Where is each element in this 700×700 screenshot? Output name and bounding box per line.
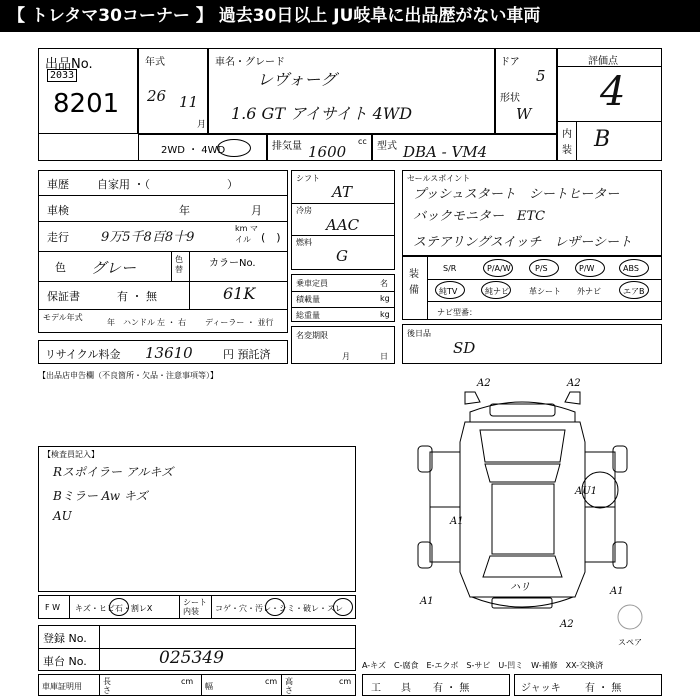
details-block [38, 170, 288, 333]
license-length-unit: cm [181, 677, 194, 686]
recycle-box [38, 340, 288, 364]
recycle-value: 13610 [145, 344, 193, 362]
shape-label: 形状 [500, 93, 520, 104]
drive-label: 2WD ・ 4WD [161, 145, 226, 156]
eq-airbag-circle [619, 281, 649, 299]
aircon-label: 冷房 [296, 206, 312, 215]
month-value: 11 [179, 93, 199, 111]
mileage-units: km マイル [235, 224, 258, 244]
model-value: DBA - VM4 [403, 143, 488, 161]
eq-tv-circle [435, 281, 465, 299]
eq-ext-navi: 外ナビ [577, 287, 601, 296]
jack-label: ジャッキ [521, 683, 561, 694]
score-value: 4 [600, 69, 626, 115]
displacement-unit: cc [358, 137, 367, 146]
drive-box [138, 134, 267, 161]
inspector-line-2: Bミラー Aw キズ [53, 489, 148, 503]
fw-items: キズ・ヒビ石・割レX [75, 604, 153, 613]
doors-value: 5 [536, 67, 546, 85]
recycle-suffix: 円 預託済 [223, 348, 271, 361]
passengers-unit: 名 [380, 279, 388, 288]
score-label: 評価点 [588, 56, 618, 67]
handle-value: 左 ・ 右 [157, 318, 187, 327]
year-value: 26 [147, 87, 167, 105]
tools-box [362, 674, 510, 696]
eq-paw-circle [483, 259, 513, 277]
jack-box [514, 674, 662, 696]
inspector-line-1: Rスポイラー アルキズ [53, 465, 174, 479]
lot-sub: 2033 [47, 69, 77, 82]
mark-a2-right: A2 [567, 378, 581, 389]
sales-line-3: ステアリングスイッチ レザーシート [413, 235, 633, 250]
eq-pw-circle [575, 259, 605, 277]
license-width-unit: cm [265, 677, 278, 686]
car-diagram [410, 372, 660, 632]
shift-block [291, 170, 395, 270]
displacement-box [267, 134, 372, 161]
warranty-label: 保証書 [47, 290, 80, 303]
mark-hari: ハリ [510, 582, 530, 593]
eq-leather: 革シート [529, 287, 561, 296]
history-label: 車歴 [47, 178, 69, 191]
legend-text: A-キズ C-腐食 E-エクボ S-サビ U-凹ミ W-補修 XX-交換済 [362, 661, 604, 670]
license-height: 高さ [285, 677, 293, 695]
eq-airbag: エアB [623, 287, 645, 296]
eq-tv: 純TV [439, 287, 458, 296]
inspector-label: 【検査員記入】 [43, 450, 99, 459]
recycle-label: リサイクル料金 [45, 348, 121, 361]
change-month: 月 [342, 352, 350, 361]
aircon-value: AAC [326, 216, 360, 234]
inspector-box [38, 446, 356, 592]
mileage-label: 走行 [47, 231, 69, 244]
history-value: 自家用 ・（ ） [97, 178, 238, 191]
eq-abs-circle [619, 259, 649, 277]
tools-value: 有 ・ 無 [433, 683, 470, 694]
model-year-year: 年 [107, 318, 115, 327]
load-label: 積載量 [296, 295, 320, 304]
declaration-label: 【出品店申告欄（不良箇所・欠品・注意事項等）】 [38, 371, 218, 380]
jack-value: 有 ・ 無 [585, 683, 622, 694]
eq-ps-circle [529, 259, 559, 277]
lot-label: 出品No. [45, 57, 93, 72]
mark-a1-left: A1 [420, 596, 434, 607]
mileage-value: 9万5千8百8十9 [101, 230, 195, 245]
car-grade: 1.6 GT アイサイト 4WD [231, 104, 413, 123]
change-label: 名変期限 [296, 331, 328, 340]
license-height-unit: cm [339, 677, 352, 686]
fuel-value: G [336, 247, 348, 265]
mark-a2-rear: A2 [560, 619, 574, 630]
reg-block [38, 625, 356, 671]
delivery-value: SD [453, 339, 476, 357]
inspector-line-3: AU [53, 509, 72, 523]
car-name: レヴォーグ [257, 70, 337, 89]
month-suffix: 月 [197, 120, 207, 130]
seat-dirt-circle [265, 598, 285, 616]
model-label: 型式 [377, 141, 397, 152]
delivery-box [402, 324, 662, 364]
lot-number: 8201 [53, 89, 120, 119]
gross-label: 総重量 [296, 311, 320, 320]
color-no-value: 61K [223, 284, 256, 303]
lot-box [38, 48, 138, 134]
page-header: 【 トレタマ30コーナー 】 過去30日以上 JU岐阜に出品歴がない車両 [0, 0, 700, 32]
eq-ps: P/S [535, 264, 548, 273]
eq-navi-model: ナビ型番： [437, 308, 477, 317]
load-unit: kg [380, 294, 390, 303]
license-width: 幅 [205, 682, 213, 691]
shape-value: W [516, 105, 532, 123]
gross-unit: kg [380, 310, 390, 319]
chassis-value: 025349 [159, 648, 224, 668]
interior-label-1: 内 [562, 129, 572, 140]
eq-sr: S/R [443, 264, 457, 273]
sales-line-2: バックモニター ETC [413, 209, 546, 224]
displacement-value: 1600 [308, 143, 347, 161]
model-box [372, 134, 557, 161]
mark-a2-left: A2 [477, 378, 491, 389]
mark-a1-door: A1 [450, 516, 464, 527]
capacity-block [291, 274, 395, 322]
color-change-label: 色替 [175, 255, 183, 274]
right-mirror-outline [565, 392, 580, 404]
seat-items: コゲ・穴・汚レ・シミ・破レ・スレ [215, 604, 343, 613]
inspection-month: 月 [251, 204, 262, 217]
eq-navi-circle [481, 281, 511, 299]
interior-label-2: 装 [562, 145, 572, 156]
inspection-label: 車検 [47, 204, 69, 217]
spare-label: スペア [618, 638, 642, 647]
change-box [291, 326, 395, 364]
sales-block [402, 170, 662, 256]
license-label: 車庫証明用 [42, 682, 82, 691]
mark-au1: AU1 [575, 486, 598, 497]
color-value: グレー [91, 259, 137, 277]
warranty-value: 有 ・ 無 [117, 290, 157, 303]
delivery-label: 後日品 [407, 329, 431, 338]
interior-value: B [594, 127, 611, 152]
shift-value: AT [332, 183, 353, 201]
car-box [208, 48, 495, 134]
registration-label: 登録 No. [43, 632, 87, 645]
score-box [557, 48, 662, 161]
fuel-label: 燃料 [296, 238, 312, 247]
color-no-label: カラーNo. [209, 258, 256, 269]
passengers-label: 乗車定員 [296, 279, 328, 288]
sales-line-1: プッシュスタート シートヒーター [413, 187, 620, 202]
handle-label: ハンドル [123, 318, 155, 327]
shift-label: シフト [296, 174, 320, 183]
model-year-label: モデル年式 [43, 313, 83, 322]
inspection-year: 年 [179, 204, 190, 217]
change-day: 日 [380, 352, 388, 361]
doors-label: ドア [500, 57, 520, 68]
displacement-label: 排気量 [272, 141, 302, 152]
left-mirror-outline [465, 392, 480, 404]
color-label: 色 [55, 261, 66, 274]
eq-paw: P/A/W [487, 264, 511, 273]
drive-selected-circle [217, 139, 251, 157]
equipment-label: 装備 [409, 269, 419, 296]
eq-navi: 純ナビ [485, 287, 509, 296]
doors-box [495, 48, 557, 134]
year-box [138, 48, 208, 134]
eq-pw: P/W [579, 264, 595, 273]
fw-label: F W [45, 603, 61, 612]
fw-crack-circle [109, 598, 129, 616]
year-label: 年式 [145, 57, 165, 68]
mark-a1-right: A1 [610, 586, 624, 597]
chassis-label: 車台 No. [43, 655, 87, 668]
car-label: 車名・グレード [215, 57, 285, 68]
seat-wear-circle [333, 598, 353, 616]
license-row [38, 674, 356, 696]
eq-abs: ABS [623, 264, 639, 273]
tools-label: 工 具 [371, 683, 411, 694]
seat-label: シート内装 [183, 598, 207, 616]
fw-row [38, 595, 356, 619]
mileage-paren: ( ) [261, 231, 281, 244]
dealer-value: ディーラー ・ 並行 [205, 318, 274, 327]
equipment-block [402, 256, 662, 320]
license-length: 長さ [103, 677, 111, 695]
sales-label: セールスポイント [407, 174, 471, 183]
